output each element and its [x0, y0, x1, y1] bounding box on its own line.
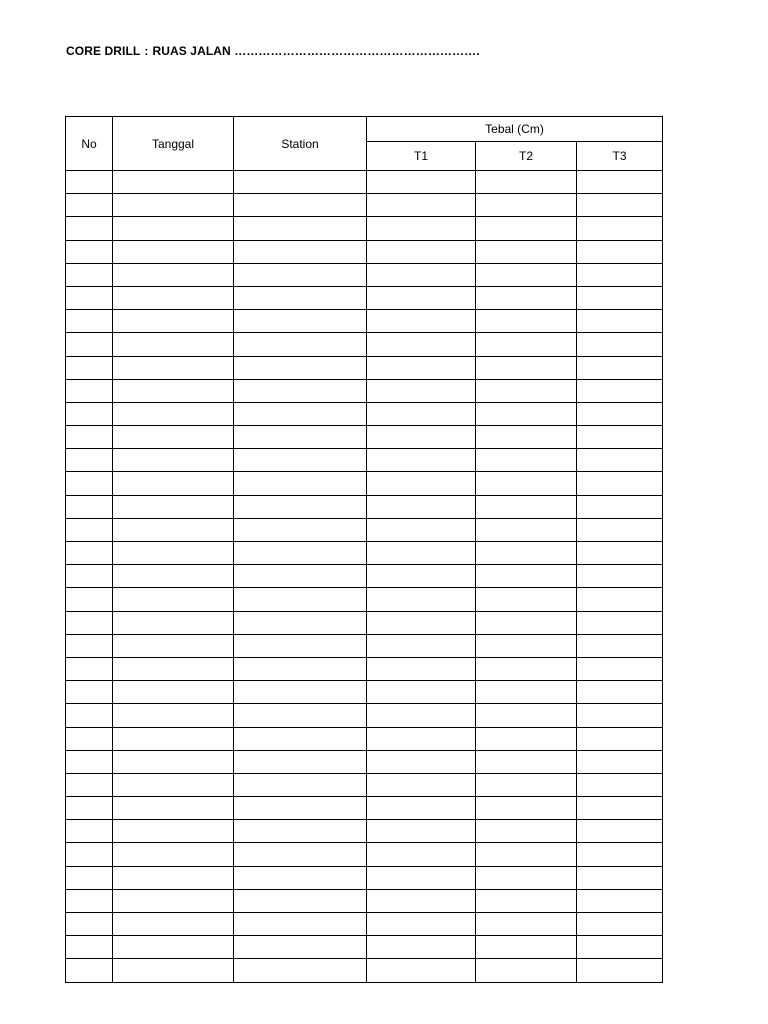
table-row — [66, 542, 663, 565]
cell-t1[interactable] — [367, 333, 476, 356]
cell-tanggal[interactable] — [113, 681, 234, 704]
cell-t2[interactable] — [476, 542, 577, 565]
page-title — [66, 44, 480, 58]
cell-station[interactable] — [234, 959, 367, 982]
table-row — [66, 263, 663, 286]
cell-tanggal[interactable] — [113, 936, 234, 959]
cell-t1[interactable] — [367, 542, 476, 565]
cell-t1[interactable] — [367, 240, 476, 263]
cell-no[interactable] — [66, 310, 113, 333]
cell-tanggal[interactable] — [113, 704, 234, 727]
cell-tanggal[interactable] — [113, 727, 234, 750]
cell-t1[interactable] — [367, 263, 476, 286]
cell-t2[interactable] — [476, 171, 577, 194]
cell-t3[interactable] — [577, 634, 663, 657]
cell-t2[interactable] — [476, 449, 577, 472]
cell-t3[interactable] — [577, 542, 663, 565]
cell-no[interactable] — [66, 634, 113, 657]
cell-t2[interactable] — [476, 263, 577, 286]
cell-station[interactable] — [234, 194, 367, 217]
cell-no[interactable] — [66, 843, 113, 866]
table-row — [66, 959, 663, 982]
cell-t1[interactable] — [367, 426, 476, 449]
cell-tanggal[interactable] — [113, 263, 234, 286]
cell-t2[interactable] — [476, 773, 577, 796]
cell-t1[interactable] — [367, 472, 476, 495]
cell-t3[interactable] — [577, 426, 663, 449]
cell-station[interactable] — [234, 913, 367, 936]
cell-no[interactable] — [66, 681, 113, 704]
table-row — [66, 657, 663, 680]
cell-no[interactable] — [66, 611, 113, 634]
cell-t1[interactable] — [367, 797, 476, 820]
col-header-no: No — [66, 117, 113, 171]
table-row — [66, 310, 663, 333]
cell-station[interactable] — [234, 936, 367, 959]
cell-t2[interactable] — [476, 866, 577, 889]
cell-t3[interactable] — [577, 240, 663, 263]
cell-tanggal[interactable] — [113, 356, 234, 379]
cell-t2[interactable] — [476, 657, 577, 680]
cell-tanggal[interactable] — [113, 472, 234, 495]
cell-station[interactable] — [234, 611, 367, 634]
cell-station[interactable] — [234, 402, 367, 425]
cell-t1[interactable] — [367, 286, 476, 309]
cell-tanggal[interactable] — [113, 611, 234, 634]
table-row — [66, 379, 663, 402]
cell-no[interactable] — [66, 657, 113, 680]
cell-t2[interactable] — [476, 240, 577, 263]
cell-no[interactable] — [66, 704, 113, 727]
cell-t3[interactable] — [577, 356, 663, 379]
cell-no[interactable] — [66, 889, 113, 912]
table-row — [66, 286, 663, 309]
cell-tanggal[interactable] — [113, 797, 234, 820]
cell-t3[interactable] — [577, 913, 663, 936]
cell-tanggal[interactable] — [113, 402, 234, 425]
cell-t3[interactable] — [577, 310, 663, 333]
cell-t2[interactable] — [476, 727, 577, 750]
cell-t2[interactable] — [476, 936, 577, 959]
cell-t1[interactable] — [367, 588, 476, 611]
cell-tanggal[interactable] — [113, 518, 234, 541]
table-body — [66, 171, 663, 983]
table-row — [66, 518, 663, 541]
cell-t1[interactable] — [367, 379, 476, 402]
cell-station[interactable] — [234, 426, 367, 449]
cell-station[interactable] — [234, 843, 367, 866]
table-row — [66, 217, 663, 240]
cell-t3[interactable] — [577, 611, 663, 634]
cell-no[interactable] — [66, 356, 113, 379]
table-row — [66, 588, 663, 611]
cell-station[interactable] — [234, 356, 367, 379]
cell-no[interactable] — [66, 588, 113, 611]
table-row — [66, 495, 663, 518]
cell-t1[interactable] — [367, 820, 476, 843]
cell-tanggal[interactable] — [113, 542, 234, 565]
cell-tanggal[interactable] — [113, 240, 234, 263]
cell-station[interactable] — [234, 681, 367, 704]
cell-t3[interactable] — [577, 565, 663, 588]
table-row — [66, 913, 663, 936]
table-row — [66, 333, 663, 356]
cell-t3[interactable] — [577, 843, 663, 866]
cell-no[interactable] — [66, 750, 113, 773]
cell-t2[interactable] — [476, 588, 577, 611]
cell-t1[interactable] — [367, 611, 476, 634]
cell-t2[interactable] — [476, 750, 577, 773]
header-row-1 — [66, 117, 663, 142]
table-row — [66, 240, 663, 263]
cell-no[interactable] — [66, 565, 113, 588]
cell-t1[interactable] — [367, 727, 476, 750]
cell-t3[interactable] — [577, 657, 663, 680]
cell-t1[interactable] — [367, 402, 476, 425]
cell-t2[interactable] — [476, 310, 577, 333]
col-header-station: Station — [234, 117, 367, 171]
table-row — [66, 773, 663, 796]
cell-t1[interactable] — [367, 959, 476, 982]
table-row — [66, 171, 663, 194]
cell-t3[interactable] — [577, 333, 663, 356]
cell-no[interactable] — [66, 472, 113, 495]
cell-tanggal[interactable] — [113, 286, 234, 309]
cell-station[interactable] — [234, 565, 367, 588]
cell-tanggal[interactable] — [113, 959, 234, 982]
cell-t2[interactable] — [476, 797, 577, 820]
heading-field-label: RUAS JALAN — [152, 44, 231, 58]
cell-t1[interactable] — [367, 356, 476, 379]
table-row — [66, 681, 663, 704]
cell-t2[interactable] — [476, 194, 577, 217]
cell-tanggal[interactable] — [113, 820, 234, 843]
cell-t2[interactable] — [476, 426, 577, 449]
table-row — [66, 449, 663, 472]
cell-no[interactable] — [66, 913, 113, 936]
cell-tanggal[interactable] — [113, 588, 234, 611]
cell-t1[interactable] — [367, 217, 476, 240]
cell-tanggal[interactable] — [113, 889, 234, 912]
cell-station[interactable] — [234, 333, 367, 356]
heading-field-value[interactable]: ……………………………………………………. — [234, 44, 480, 58]
cell-t2[interactable] — [476, 472, 577, 495]
table-row — [66, 634, 663, 657]
col-header-tanggal: Tanggal — [113, 117, 234, 171]
cell-station[interactable] — [234, 472, 367, 495]
cell-no[interactable] — [66, 727, 113, 750]
cell-station[interactable] — [234, 542, 367, 565]
cell-station[interactable] — [234, 449, 367, 472]
cell-t1[interactable] — [367, 565, 476, 588]
cell-t3[interactable] — [577, 217, 663, 240]
cell-t2[interactable] — [476, 704, 577, 727]
table-row — [66, 194, 663, 217]
cell-no[interactable] — [66, 936, 113, 959]
cell-no[interactable] — [66, 194, 113, 217]
cell-tanggal[interactable] — [113, 310, 234, 333]
table-row — [66, 356, 663, 379]
cell-tanggal[interactable] — [113, 634, 234, 657]
cell-station[interactable] — [234, 657, 367, 680]
table-row — [66, 611, 663, 634]
heading-colon: : — [144, 44, 149, 58]
cell-no[interactable] — [66, 542, 113, 565]
cell-t3[interactable] — [577, 704, 663, 727]
cell-t2[interactable] — [476, 356, 577, 379]
cell-t3[interactable] — [577, 773, 663, 796]
cell-t3[interactable] — [577, 727, 663, 750]
cell-station[interactable] — [234, 889, 367, 912]
cell-no[interactable] — [66, 240, 113, 263]
cell-t3[interactable] — [577, 588, 663, 611]
col-header-t2: T2 — [476, 142, 577, 171]
cell-tanggal[interactable] — [113, 495, 234, 518]
cell-no[interactable] — [66, 171, 113, 194]
cell-station[interactable] — [234, 797, 367, 820]
cell-no[interactable] — [66, 518, 113, 541]
cell-t1[interactable] — [367, 495, 476, 518]
cell-t3[interactable] — [577, 402, 663, 425]
cell-t2[interactable] — [476, 681, 577, 704]
cell-no[interactable] — [66, 286, 113, 309]
cell-tanggal[interactable] — [113, 333, 234, 356]
cell-tanggal[interactable] — [113, 773, 234, 796]
cell-t3[interactable] — [577, 750, 663, 773]
table-row — [66, 727, 663, 750]
cell-t3[interactable] — [577, 959, 663, 982]
cell-t2[interactable] — [476, 820, 577, 843]
cell-tanggal[interactable] — [113, 843, 234, 866]
cell-no[interactable] — [66, 263, 113, 286]
cell-t2[interactable] — [476, 379, 577, 402]
cell-t2[interactable] — [476, 286, 577, 309]
cell-t2[interactable] — [476, 333, 577, 356]
cell-t1[interactable] — [367, 866, 476, 889]
cell-t1[interactable] — [367, 889, 476, 912]
cell-t1[interactable] — [367, 310, 476, 333]
cell-t2[interactable] — [476, 518, 577, 541]
col-header-t1: T1 — [367, 142, 476, 171]
cell-t3[interactable] — [577, 171, 663, 194]
cell-t3[interactable] — [577, 820, 663, 843]
cell-t2[interactable] — [476, 402, 577, 425]
cell-no[interactable] — [66, 797, 113, 820]
cell-no[interactable] — [66, 379, 113, 402]
cell-tanggal[interactable] — [113, 750, 234, 773]
cell-t1[interactable] — [367, 518, 476, 541]
table-row — [66, 797, 663, 820]
table-row — [66, 402, 663, 425]
cell-tanggal[interactable] — [113, 379, 234, 402]
cell-t1[interactable] — [367, 913, 476, 936]
table-row — [66, 843, 663, 866]
cell-t3[interactable] — [577, 797, 663, 820]
cell-t1[interactable] — [367, 657, 476, 680]
cell-t3[interactable] — [577, 681, 663, 704]
table-row — [66, 936, 663, 959]
cell-t3[interactable] — [577, 866, 663, 889]
col-header-tebal: Tebal (Cm) — [367, 117, 663, 142]
cell-t1[interactable] — [367, 936, 476, 959]
cell-t2[interactable] — [476, 634, 577, 657]
cell-no[interactable] — [66, 449, 113, 472]
table-row — [66, 750, 663, 773]
cell-t1[interactable] — [367, 194, 476, 217]
cell-no[interactable] — [66, 217, 113, 240]
cell-tanggal[interactable] — [113, 866, 234, 889]
cell-station[interactable] — [234, 286, 367, 309]
cell-station[interactable] — [234, 820, 367, 843]
cell-tanggal[interactable] — [113, 449, 234, 472]
cell-t3[interactable] — [577, 449, 663, 472]
cell-tanggal[interactable] — [113, 565, 234, 588]
cell-t1[interactable] — [367, 773, 476, 796]
cell-station[interactable] — [234, 495, 367, 518]
cell-t3[interactable] — [577, 889, 663, 912]
table-row — [66, 565, 663, 588]
cell-t2[interactable] — [476, 959, 577, 982]
cell-t3[interactable] — [577, 495, 663, 518]
cell-station[interactable] — [234, 588, 367, 611]
cell-station[interactable] — [234, 866, 367, 889]
cell-t3[interactable] — [577, 936, 663, 959]
cell-no[interactable] — [66, 773, 113, 796]
cell-t3[interactable] — [577, 518, 663, 541]
cell-station[interactable] — [234, 634, 367, 657]
cell-t3[interactable] — [577, 379, 663, 402]
cell-station[interactable] — [234, 727, 367, 750]
cell-t2[interactable] — [476, 913, 577, 936]
cell-no[interactable] — [66, 426, 113, 449]
cell-no[interactable] — [66, 959, 113, 982]
table-row — [66, 426, 663, 449]
cell-t1[interactable] — [367, 171, 476, 194]
table-row — [66, 472, 663, 495]
cell-tanggal[interactable] — [113, 217, 234, 240]
cell-t1[interactable] — [367, 449, 476, 472]
cell-no[interactable] — [66, 866, 113, 889]
cell-station[interactable] — [234, 217, 367, 240]
cell-station[interactable] — [234, 518, 367, 541]
cell-t2[interactable] — [476, 611, 577, 634]
cell-no[interactable] — [66, 333, 113, 356]
heading-label: CORE DRILL — [66, 44, 141, 58]
cell-station[interactable] — [234, 379, 367, 402]
cell-t1[interactable] — [367, 843, 476, 866]
cell-t1[interactable] — [367, 704, 476, 727]
cell-t1[interactable] — [367, 681, 476, 704]
cell-station[interactable] — [234, 171, 367, 194]
cell-station[interactable] — [234, 750, 367, 773]
col-header-t3: T3 — [577, 142, 663, 171]
cell-no[interactable] — [66, 495, 113, 518]
cell-tanggal[interactable] — [113, 913, 234, 936]
cell-t2[interactable] — [476, 565, 577, 588]
cell-station[interactable] — [234, 773, 367, 796]
cell-t2[interactable] — [476, 217, 577, 240]
cell-tanggal[interactable] — [113, 171, 234, 194]
cell-station[interactable] — [234, 704, 367, 727]
table-row — [66, 889, 663, 912]
table-row — [66, 866, 663, 889]
cell-station[interactable] — [234, 310, 367, 333]
cell-t2[interactable] — [476, 495, 577, 518]
cell-t3[interactable] — [577, 263, 663, 286]
cell-station[interactable] — [234, 263, 367, 286]
cell-station[interactable] — [234, 240, 367, 263]
core-drill-table — [65, 116, 663, 983]
cell-t3[interactable] — [577, 194, 663, 217]
table-row — [66, 704, 663, 727]
cell-t1[interactable] — [367, 750, 476, 773]
cell-t1[interactable] — [367, 634, 476, 657]
cell-no[interactable] — [66, 402, 113, 425]
cell-t2[interactable] — [476, 889, 577, 912]
table-row — [66, 820, 663, 843]
cell-t3[interactable] — [577, 472, 663, 495]
cell-tanggal[interactable] — [113, 194, 234, 217]
cell-tanggal[interactable] — [113, 657, 234, 680]
cell-t2[interactable] — [476, 843, 577, 866]
cell-t3[interactable] — [577, 286, 663, 309]
cell-no[interactable] — [66, 820, 113, 843]
cell-tanggal[interactable] — [113, 426, 234, 449]
